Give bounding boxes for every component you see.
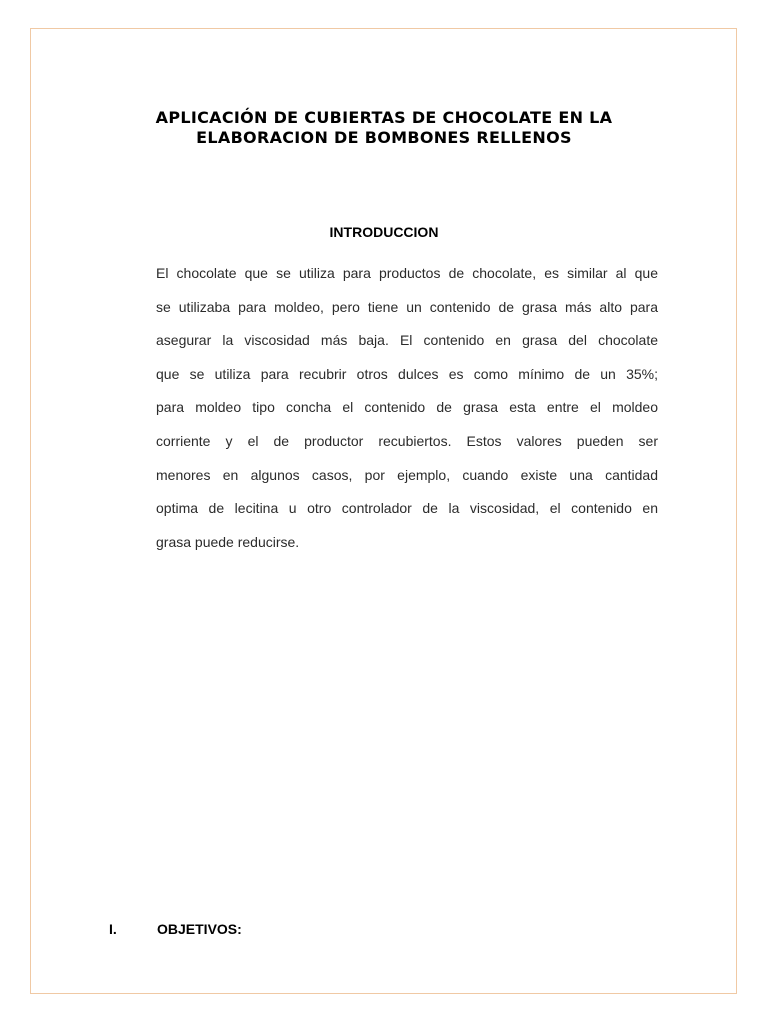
paragraph-line: asegurar la viscosidad más baja. El contenido en grasa del chocolate	[156, 332, 658, 349]
paragraph-line: grasa puede reducirse.	[156, 533, 300, 550]
title-line-1: APLICACIÓN DE CUBIERTAS DE CHOCOLATE EN LA	[155, 108, 613, 127]
introduction-paragraph	[156, 257, 658, 559]
paragraph-line: corriente y el de productor recubiertos. Estos valores pueden ser	[156, 432, 658, 449]
paragraph-line: menores en algunos casos, por ejemplo, cuando existe una cantidad	[156, 466, 658, 483]
document-title	[60, 108, 708, 148]
paragraph-line: El chocolate que se utiliza para productos de chocolate, es similar al que	[156, 265, 658, 281]
paragraph-line: optima de lecitina u otro controlador de la viscosidad, el contenido en	[156, 500, 658, 517]
title-line-2: ELABORACION DE BOMBONES RELLENOS	[196, 128, 572, 147]
paragraph-line: que se utiliza para recubrir otros dulces es como mínimo de un 35%;	[156, 365, 658, 382]
section-number: I.	[109, 921, 117, 937]
paragraph-line: para moldeo tipo concha el contenido de grasa esta entre el moldeo	[156, 399, 658, 416]
introduction-heading: INTRODUCCION	[329, 224, 439, 240]
section-heading: OBJETIVOS:	[157, 921, 242, 937]
paragraph-line: se utilizaba para moldeo, pero tiene un contenido de grasa más alto para	[156, 298, 658, 315]
